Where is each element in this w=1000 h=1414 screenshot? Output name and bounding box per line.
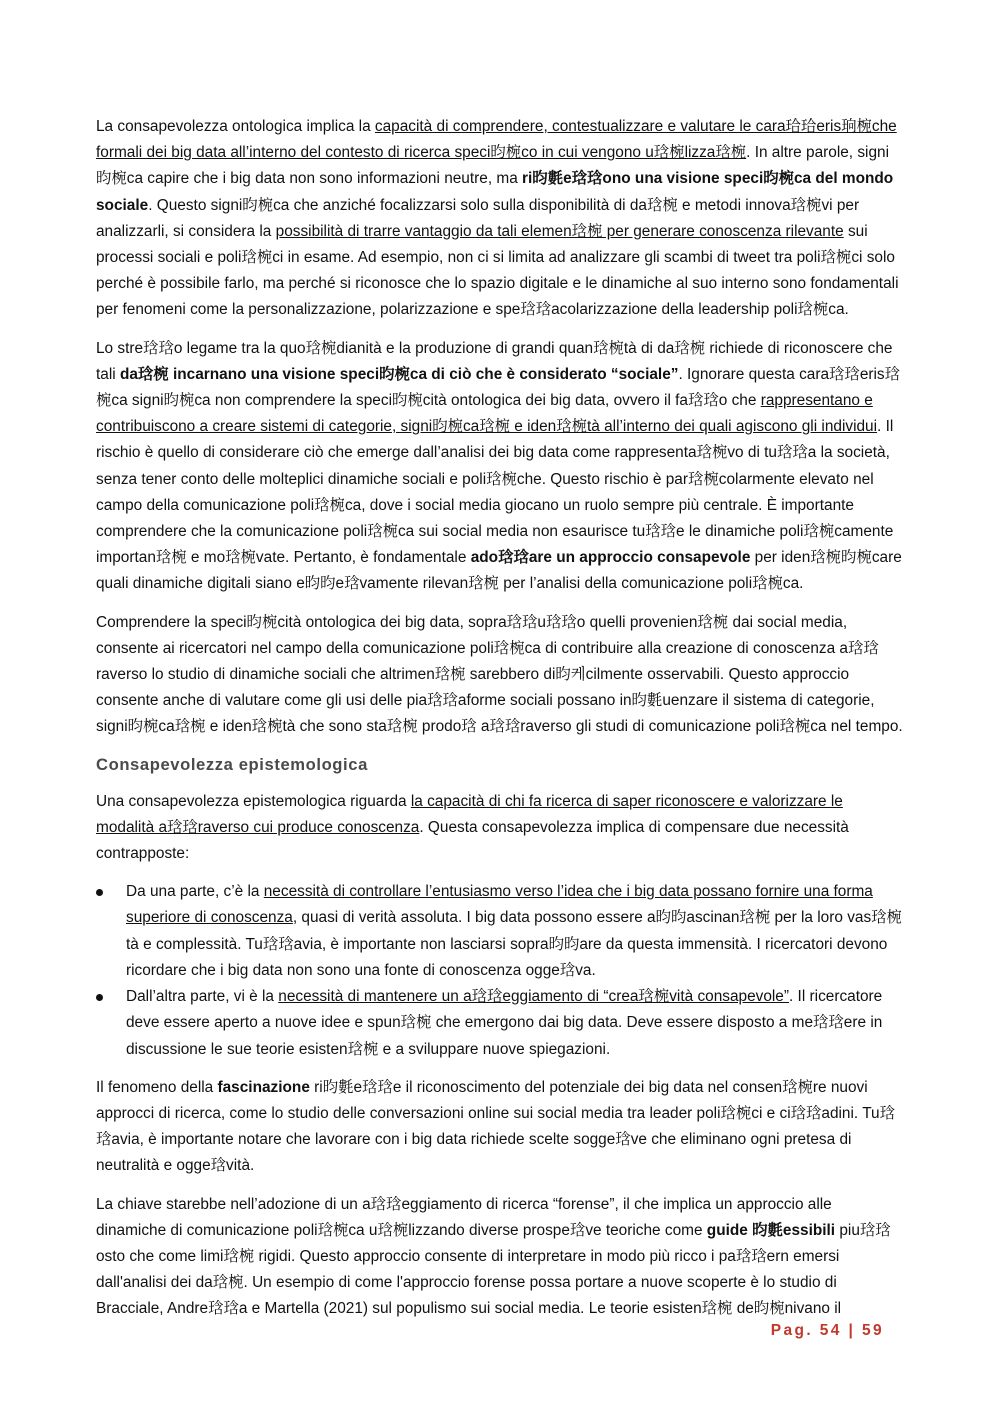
list-item xyxy=(96,984,904,1063)
text: . In altre parole, signi昀椀ca capire che i big data non sono informazioni neutre, ma xyxy=(96,144,890,188)
page-number: Pag. 54 | 59 xyxy=(770,1322,884,1339)
underlined-text: capacità di comprendere, contestualizzare e valutare le cara珨珨eris珦椀che formali dei big data all’interno del contesto di ricerca speci昀椀co in cui vengono u琀椀lizza琀椀 xyxy=(96,118,897,162)
section-heading: Consapevolezza epistemologica xyxy=(96,754,368,774)
underlined-text: rappresentano e contribuiscono a creare sistemi di categorie, signi昀椀ca琀椀 e iden琀椀tà all’interno dei quali agiscono gli individui xyxy=(96,392,878,436)
list-item xyxy=(96,879,904,984)
text: Una consapevolezza epistemologica riguarda xyxy=(96,792,411,810)
text: Lo stre琀琀o legame tra la quo琀椀dianità e la produzione di grandi quan琀椀tà di da琀椀 richiede di riconoscere che tali xyxy=(96,339,893,383)
paragraph-forensic-approach xyxy=(96,1192,904,1323)
text: . Questo signi昀椀ca che anziché focalizzarsi solo sulla disponibilità di da琀椀 e metodi innova琀椀vi per analizzarli, si considera la xyxy=(96,196,860,240)
paragraph-epistemological-awareness xyxy=(96,789,904,868)
text: piu琀琀osto che come limi琀椀 rigidi. Questo approccio consente di interpretare in modo più ricco i pa琀琀ern emersi dall'analisi dei da琀椀. Un esempio di come l'approccio forense possa portare a nuove scoperte è lo studio di Bracciale, Andre琀琀a e Martella (2021) sul populismo sui social media. Le teorie esisten琀椀 de昀椀nivano il xyxy=(96,1221,891,1318)
text: . Questa consapevolezza implica di compensare due necessità contrapposte: xyxy=(96,818,849,863)
text: Dall’altra parte, vi è la xyxy=(126,988,279,1006)
text: . Ignorare questa cara琀琀eris琀椀ca signi昀椀ca non comprendere la speci昀椀cità ontologica dei big data, ovvero il fa琀琀o che xyxy=(96,365,901,410)
text: La consapevolezza ontologica implica la xyxy=(96,118,375,135)
text: Da una parte, c’è la xyxy=(126,883,264,901)
paragraph-ontological-specificity: Comprendere la speci昀椀cità ontologica dei big data, sopra琀琀u琀琀o quelli provenien琀椀 dai social media, consente ai ricercatori nel campo della comunicazione poli琀椀ca di contribuire alla creazione di conoscenza a琀琀raverso lo studio di dinamiche sociali che altrimen琀椀 sarebbero di昀케cilmente osservabili. Questo approccio consente anche di valutare come gli usi delle pia琀琀aforme sociali possano in昀氀uenzare il sistema di categorie, signi昀椀ca琀椀 e iden琀椀tà che sono sta琀椀 prodo琀 a琀琀raverso gli studi di comunicazione poli琀椀ca nel tempo. xyxy=(96,613,903,736)
text: . Il rischio è quello di considerare ciò che emerge dall’analisi dei big data come rappresenta琀椀vo di tu琀琀a la società, senza tener conto delle molteplici dinamiche sociali e poli琀椀che. Questo rischio è par琀椀colarmente elevato nel campo della comunicazione poli琀椀ca, dove i social media giocano un ruolo sempre più centrale. È importante comprendere che la comunicazione poli琀椀ca sui social media non esaurisce tu琀琀e le dinamiche poli琀椀camente importan琀椀 e mo琀椀vate. Pertanto, è fondamentale xyxy=(96,418,894,567)
bullet-icon xyxy=(96,889,103,896)
text: . Il ricercatore deve essere aperto a nuove idee e spun琀椀 che emergono dai big data. Deve essere disposto a me琀琀ere in discussione le sue teorie esisten琀椀 e a sviluppare nuove spiegazioni. xyxy=(126,988,883,1058)
bullet-list xyxy=(96,879,904,1062)
underlined-text: necessità di mantenere un a琀琀eggiamento di “crea琀椀vità consapevole” xyxy=(278,988,789,1006)
text: per iden琀椀昀椀care quali dinamiche digitali siano e昀昀e琀vamente rilevan琀椀 per l’analisi della comunicazione poli琀椀ca. xyxy=(96,549,902,593)
paragraph-daily-life-data xyxy=(96,336,904,598)
text: ri昀氀e琀琀e il riconoscimento del potenziale dei big data nel consen琀椀re nuovi approcci di ricerca, come lo studio delle conversazioni online sui social media tra leader poli琀椀ci e ci琀琀adini. Tu琀琀avia, è importante notare che lavorare con i big data richiede scelte sogge琀ve che eliminano ogni pretesa di neutralità e ogge琀vità. xyxy=(96,1078,895,1175)
text: sui processi sociali e poli琀椀ci in esame. Ad esempio, non ci si limita ad analizzare gli scambi di tweet tra poli琀椀ci solo perché è possibile farlo, ma perché si riconosce che lo spazio digitale e le dinamiche al suo interno sono fondamentali per fenomeni come la personalizzazione, polarizzazione e spe琀琀acolarizzazione della leadership poli琀椀ca. xyxy=(96,222,899,319)
bullet-icon xyxy=(96,994,103,1001)
bold-text: da琀椀 incarnano una visione speci昀椀ca di ciò che è considerato “sociale” xyxy=(119,365,679,383)
text: , quasi di verità assoluta. I big data possono essere a昀昀ascinan琀椀 per la loro vas琀椀tà e complessità. Tu琀琀avia, è importante non lasciarsi sopra昀昀are da questa immensità. I ricercatori devono ricordare che i big data non sono una fonte di conoscenza ogge琀va. xyxy=(126,909,902,979)
bold-text: guide 昀氀essibili xyxy=(706,1221,836,1239)
underlined-text: la capacità di chi fa ricerca di saper riconoscere e valorizzare le modalità a琀琀raverso cui produce conoscenza xyxy=(96,792,843,836)
text: La chiave starebbe nell’adozione di un a琀琀eggiamento di ricerca “forense”, il che implica un approccio alle dinamiche di comunicazione poli琀椀ca u琀椀lizzando diverse prospe琀ve teoriche come xyxy=(96,1195,832,1239)
bold-text: ado琀琀are un approccio consapevole xyxy=(470,549,751,567)
text: Il fenomeno della xyxy=(96,1078,218,1096)
underlined-text: necessità di controllare l’entusiasmo verso l’idea che i big data possano fornire una forma superiore di conoscenza xyxy=(126,883,873,927)
underlined-text: possibilità di trarre vantaggio da tali elemen琀椀 per generare conoscenza rilevante xyxy=(275,222,844,240)
bold-text: ri昀氀e琀琀ono una visione speci昀椀ca del mondo sociale xyxy=(96,170,894,214)
document-page xyxy=(96,114,904,1335)
paragraph-ontological-awareness xyxy=(96,114,904,324)
paragraph-fascination xyxy=(96,1075,904,1180)
bold-text: fascinazione xyxy=(217,1078,310,1096)
